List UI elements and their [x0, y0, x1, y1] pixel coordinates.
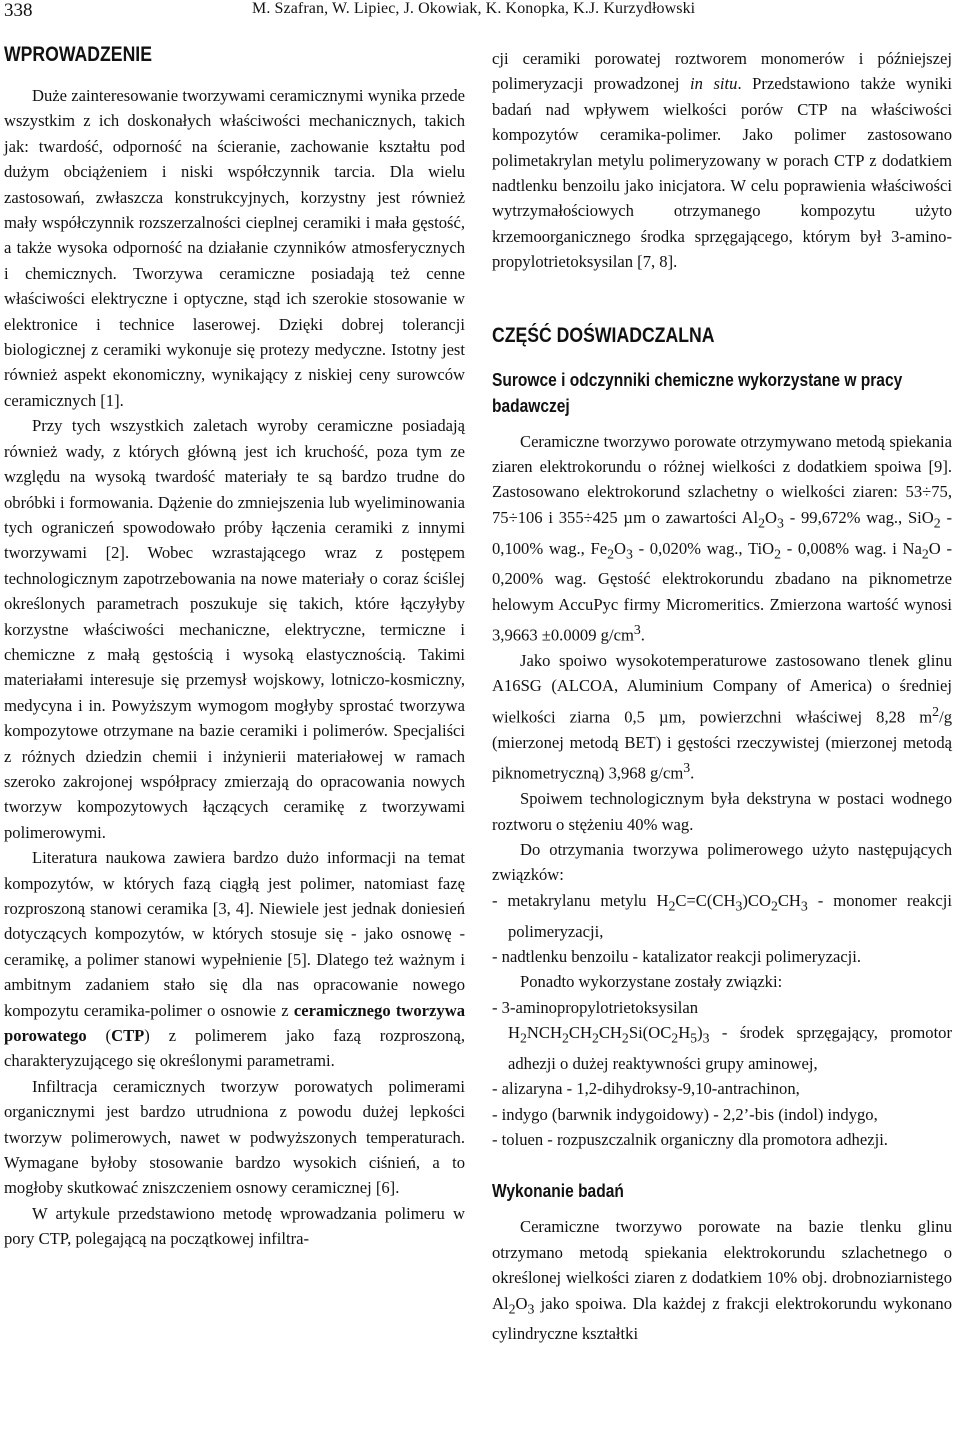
text-run: - 0,008% wag. i Na: [781, 538, 922, 558]
paragraph-materials-4: Do otrzymania tworzywa polimerowego użyto następujących związków:: [492, 839, 952, 885]
paragraph-intro-1: Duże zainteresowanie tworzywami ceramicznymi wynika przede wszystkim z ich doskonałych właściwości mechanicznych, takich jak: twardość, odporność na ścieranie, zachowanie kształtu pod dużym obciążeniem i niski współczynnik tarcia. Dla wielu zastosowań, zwłaszcza konstrukcyjnych, korzystny jest również mały współczynnik rozszerzalności cieplnej ceramiki i mała gęstość, a także wysoka odporność na działanie czynników atmosferycznych i chemicznych. Tworzywa ceramiczne posiadają też cenne właściwości elektryczne i optyczne, stąd ich szerokie stosowanie w elektronice i technice laserowej. Dzięki dobrej tolerancji biologicznej z ceramiki wykonuje się protezy medyczne. Istotny jest również aspekt ekonomiczny, wynikający z niskiej ceny surowców ceramicznych [1].: [4, 86, 465, 410]
text-run: Si(OC: [628, 1023, 672, 1043]
text-run: CH: [598, 1023, 622, 1043]
paragraph-intro-3: [4, 845, 465, 1074]
paragraph-materials-3: Spoiwem technologicznym była dekstryna w postaci wodnego roztworu o stężeniu 40% wag.: [492, 789, 952, 834]
text-run: O - 0,200% wag. Gęstość elektrokorundu zbadano na piknometrze helowym AccuPyc firmy Micromeritics. Zmierzona wartość wynosi 3,9663 ±0.0009 g/cm: [492, 538, 952, 645]
text-run: - 3-aminopropylotrietoksysilan: [492, 997, 699, 1017]
text-run: - 0,020% wag., TiO: [632, 538, 775, 558]
subscript: 2: [758, 515, 766, 531]
text-run: - monomer reakcji polimeryzacji,: [508, 890, 952, 941]
paragraph-materials-2: [492, 648, 952, 786]
text-run: .: [640, 625, 645, 645]
text-run: H: [678, 1023, 691, 1043]
text-run: ): [697, 1023, 703, 1043]
list-item-benzoyl-peroxide: - nadtlenku benzoilu - katalizator reakcji polimeryzacji.: [492, 946, 862, 966]
text-run: .: [690, 763, 695, 783]
subscript: 3: [735, 898, 743, 914]
text-run: Literatura naukowa zawiera bardzo dużo informacji na temat kompozytów, w których fazą ciągłą jest polimer, natomiast fazę rozproszoną stanowi ceramika [3, 4]. Niewiele jest jednak doniesień dotyczących kompozytów, w których stosuje się - jako osnowę - ceramikę, a polimer stanowi wypełnienie [5]. Dlatego też ważnym i ambitnym zadaniem stało się dla nas opracowanie nowego kompozytu ceramika-polimer o osnowie z: [4, 848, 465, 1020]
text-run: - metakrylanu metylu H: [492, 890, 669, 910]
subscript: 3: [702, 1030, 710, 1046]
subscript: 5: [690, 1030, 698, 1046]
subscript: 2: [933, 515, 941, 531]
section-title-experimental: CZĘŚĆ DOŚWIADCZALNA: [492, 323, 715, 347]
bold-abbreviation: CTP: [111, 1026, 145, 1046]
text-run: CH: [777, 890, 801, 910]
paragraph-materials-5: Ponadto wykorzystane zostały związki:: [520, 972, 783, 992]
text-run: ) z polimerem jako fazą rozproszoną, charakteryzującego się określonymi parametrami.: [4, 1026, 465, 1071]
paragraph-procedure-1: [492, 1214, 952, 1346]
subscript: 2: [671, 1030, 679, 1046]
list-item-methyl-methacrylate: [492, 888, 952, 944]
text-run: )CO: [742, 890, 771, 910]
text-run: . Przedstawiono także wyniki badań nad wpływem wielkości porów CTP na właściwości kompozytów ceramika-polimer. Jako polimer zastosowano polimetakrylan metylu polimeryzowany w porach CTP z dodatkiem nadtlenku benzoilu jako inicjatora. W celu poprawienia właściwości wytrzymałościowych otrzymanego kompozytu użyto krzemoorganicznego środka sprzęgającego, którym był 3-amino-propylotrietoksysilan [7, 8].: [492, 74, 952, 272]
superscript: 3: [683, 760, 691, 776]
text-run: NCH: [526, 1023, 562, 1043]
right-column: [492, 46, 952, 1347]
subscript: 3: [625, 545, 633, 561]
running-title-authors: M. Szafran, W. Lipiec, J. Okowiak, K. Konopka, K.J. Kurzydłowski: [252, 0, 696, 17]
list-item-toluene: - toluen - rozpuszczalnik organiczny dla promotora adhezji.: [492, 1130, 888, 1150]
subscript: 2: [519, 1030, 527, 1046]
superscript: 3: [633, 622, 641, 638]
list-item-silane: [492, 995, 952, 1077]
paragraph-intro-5: W artykule przedstawiono metodę wprowadzania polimeru w pory CTP, polegającą na początkowej infiltra-: [4, 1203, 465, 1249]
subscript: 2: [774, 545, 782, 561]
paragraph-intro-4: Infiltracja ceramicznych tworzyw porowatych polimerami organicznymi jest bardzo utrudniona z powodu dużej lepkości tworzyw polimerowych, nawet w podwyższonych temperaturach. Wymagane byłoby stosowanie bardzo wysokich ciśnień, a to mogłoby skutkować zniszczeniem osnowy ceramicznej [6].: [4, 1076, 465, 1198]
subscript: 2: [607, 545, 614, 561]
text-run: - 99,672% wag., SiO: [783, 507, 934, 527]
superscript: 2: [932, 703, 940, 719]
text-run: O: [613, 538, 626, 558]
bold-term: ceramicznego tworzywa porowatego: [4, 1000, 465, 1046]
text-run: /g (mierzonej metodą BET) i gęstości rzeczywistej (mierzonej metodą piknometryczną) 3,968 g/cm: [492, 707, 952, 783]
italic-term: in situ: [690, 74, 738, 94]
subscript: 2: [621, 1030, 629, 1046]
subscript: 2: [668, 898, 676, 914]
text-run: cji ceramiki porowatej roztworem monomerów i późniejszej polimeryzacji prowadzonej: [492, 49, 952, 94]
text-run: Ceramiczne tworzywo porowate otrzymywano metodą spiekania ziaren elektrokorundu o różnej wielkości z dodatkiem spoiwa [9]. Zastosowano elektrokorund szlachetny o wielkości ziaren: 53÷75, 75÷106 i 355÷425 µm o zawartości Al: [492, 431, 952, 527]
subscript: 2: [508, 1301, 516, 1316]
text-run: (: [86, 1026, 112, 1046]
subscript: 2: [921, 545, 929, 561]
text-run: Jako spoiwo wysokotemperaturowe zastosowano tlenek glinu A16SG (ALCOA, Aluminium Company of America) o średniej wielkości ziarna 0,5 µm, powierzchni właściwej 8,28 m: [492, 651, 952, 727]
list-item-alizarin: - alizaryna - 1,2-dihydroksy-9,10-antrachinon,: [492, 1079, 800, 1099]
text-run: H: [508, 1023, 520, 1043]
paragraph-continued: [492, 46, 952, 275]
text-run: - środek sprzęgający, promotor adhezji o dużej reaktywności grupy aminowej,: [508, 1023, 952, 1073]
paragraph-materials-1: [492, 429, 952, 648]
text-run: jako spoiwa. Dla każdej z frakcji elektrokorundu wykonano cylindryczne kształtki: [492, 1293, 952, 1344]
text-run: C=C(CH: [675, 890, 736, 910]
page-number: 338: [4, 0, 33, 21]
subscript: 3: [777, 515, 784, 531]
subscript: 3: [527, 1301, 535, 1316]
text-run: Ceramiczne tworzywo porowate na bazie tlenku glinu otrzymano metodą spiekania elektrokorundu szlachetnego o określonej wielkości ziaren z dodatkiem 10% obj. drobnoziarnistego Al: [492, 1217, 952, 1313]
running-header: [0, 0, 960, 26]
subsection-title-materials: Surowce i odczynniki chemiczne wykorzystane w pracy badawczej: [492, 368, 903, 416]
subscript: 2: [561, 1030, 569, 1046]
paragraph-intro-2: Przy tych wszystkich zaletach wyroby ceramiczne posiadają również wady, z których główną jest ich kruchość, poza tym ze względu na wysoką twardość materiały te są bardzo trudne do obróbki i formowania. Dążenie do zmniejszenia lub wyeliminowania tych ograniczeń spowodowało próby łączenia ceramiki z innymi tworzywami [2]. Wobec wzrastającego wraz z postępem technologicznym zapotrzebowania na nowe materiały o coraz ściślej określonych parametrach poszukuje się takich, które łączyłyby korzystne właściwości mechaniczne, elektryczne, termiczne i chemiczne z małą gęstością i wysoką elastycznością. Takimi materiałami interesuje się przemysł wojskowy, lotniczo-kosmiczny, medycyna i in. Powyższym wymogom mogłyby sprostać tworzywa kompozytowe otrzymane na bazie ceramiki i polimerów. Specjaliści z różnych dziedzin chemii i inżynierii materiałowej w ramach szeroko zakrojonej współpracy zmierzają do opracowania nowych tworzyw kompozytowych łączących ceramikę z tworzywami polimerowymi.: [4, 416, 465, 842]
text-run: O: [765, 507, 778, 527]
subscript: 3: [800, 898, 808, 914]
list-item-indigo: - indygo (barwnik indygoidowy) - 2,2’-bis (indol) indygo,: [492, 1104, 878, 1124]
text-run: O: [515, 1293, 528, 1313]
section-title-introduction: WPROWADZENIE: [4, 43, 152, 66]
left-column: [4, 32, 465, 1252]
subsection-title-procedure: Wykonanie badań: [492, 1180, 624, 1202]
subscript: 2: [591, 1030, 599, 1046]
text-run: CH: [568, 1023, 592, 1043]
subscript: 2: [770, 898, 778, 914]
text-run: - 0,100% wag., Fe: [492, 507, 952, 558]
